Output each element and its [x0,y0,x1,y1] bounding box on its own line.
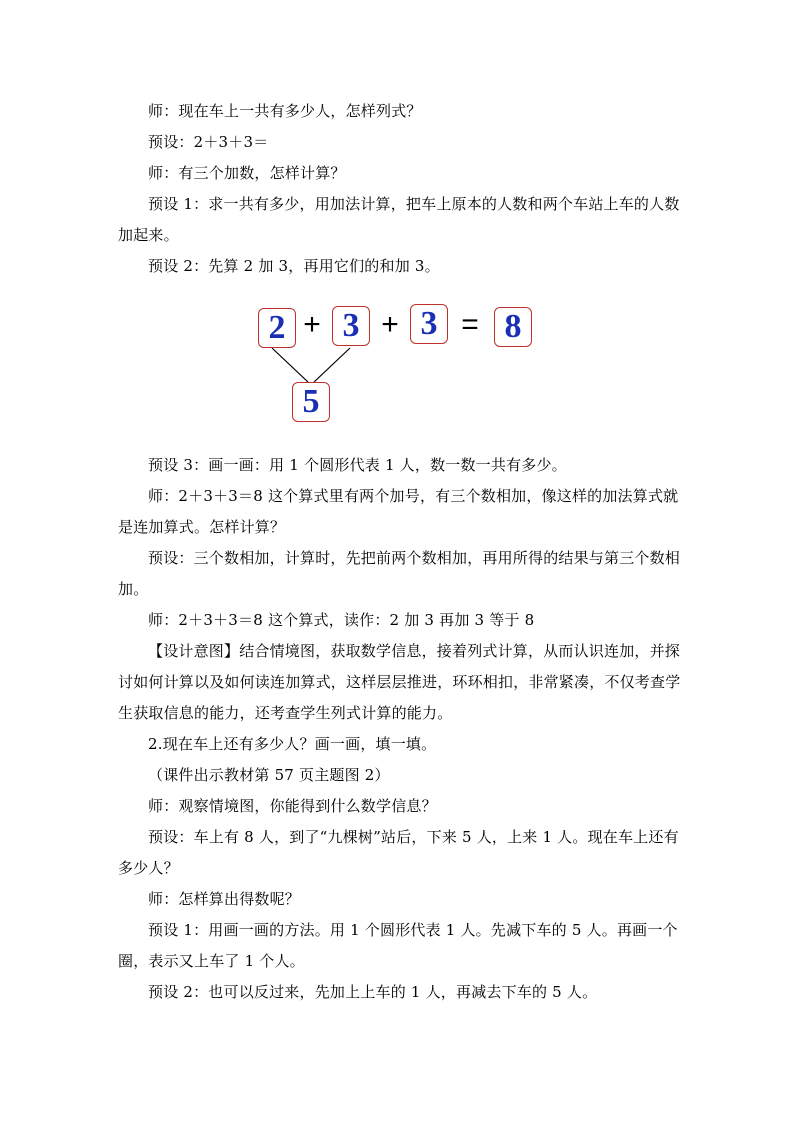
paragraph-preset-bus-info: 预设：车上有 8 人，到了“九棵树”站后，下来 5 人，上来 1 人。现在车上还有多少人？ [118,828,679,877]
paragraph-design-intent: 【设计意图】结合情境图，获取数学信息，接着列式计算，从而认识连加，并探讨如何计算以及如何读连加算式，这样层层推进，环环相扣，非常紧凑，不仅考查学生获取信息的能力，还考查学生列式计算的能力。 [118,642,681,722]
number-box-third-addend: 3 [410,304,448,344]
paragraph-courseware-note: （课件出示教材第 57 页主题图 2） [148,766,390,784]
paragraph-preset-draw-method: 预设 1：用画一画的方法。用 1 个圆形代表 1 人。先减下车的 5 人。再画一个圈，表示又上车了 1 个人。 [118,921,678,970]
plus-sign: + [381,308,399,341]
connector-line-right [314,348,350,382]
number-box-partial-sum: 5 [292,382,330,422]
paragraph-preset-expression: 预设：2＋3＋3＝ [148,133,269,151]
paragraph-preset-three-numbers: 预设：三个数相加，计算时，先把前两个数相加，再用所得的结果与第三个数相加。 [118,549,681,598]
number-box-result: 8 [494,307,532,347]
paragraph-preset-reverse: 预设 2：也可以反过来，先加上上车的 1 人，再减去下车的 5 人。 [148,983,598,1001]
paragraph-teacher-continuous-addition: 师：2＋3＋3＝8 这个算式里有两个加号，有三个数相加，像这样的加法算式就是连加算式。怎样计算？ [118,487,679,536]
paragraph-teacher-question-total: 师：现在车上一共有多少人，怎样列式？ [148,102,422,120]
plus-sign: + [303,308,321,341]
paragraph-section-2-heading: 2.现在车上还有多少人？画一画，填一填。 [148,735,437,753]
paragraph-teacher-observe: 师：观察情境图，你能得到什么数学信息？ [148,797,437,815]
addition-diagram [250,300,550,430]
paragraph-preset-2: 预设 2：先算 2 加 3，再用它们的和加 3。 [148,257,440,275]
connector-line-left [272,348,308,382]
equals-sign: = [461,308,479,341]
paragraph-preset-3: 预设 3：画一画：用 1 个圆形代表 1 人，数一数一共有多少。 [148,456,567,474]
paragraph-teacher-three-addends: 师：有三个加数，怎样计算？ [148,164,346,182]
paragraph-teacher-how-calculate: 师：怎样算出得数呢？ [148,890,301,908]
number-box-second-addend: 3 [332,306,370,346]
number-box-first-addend: 2 [258,308,296,348]
paragraph-preset-1: 预设 1：求一共有多少，用加法计算，把车上原本的人数和两个车站上车的人数加起来。 [118,195,680,244]
paragraph-teacher-reading: 师：2＋3＋3＝8 这个算式，读作：2 加 3 再加 3 等于 8 [148,611,535,629]
